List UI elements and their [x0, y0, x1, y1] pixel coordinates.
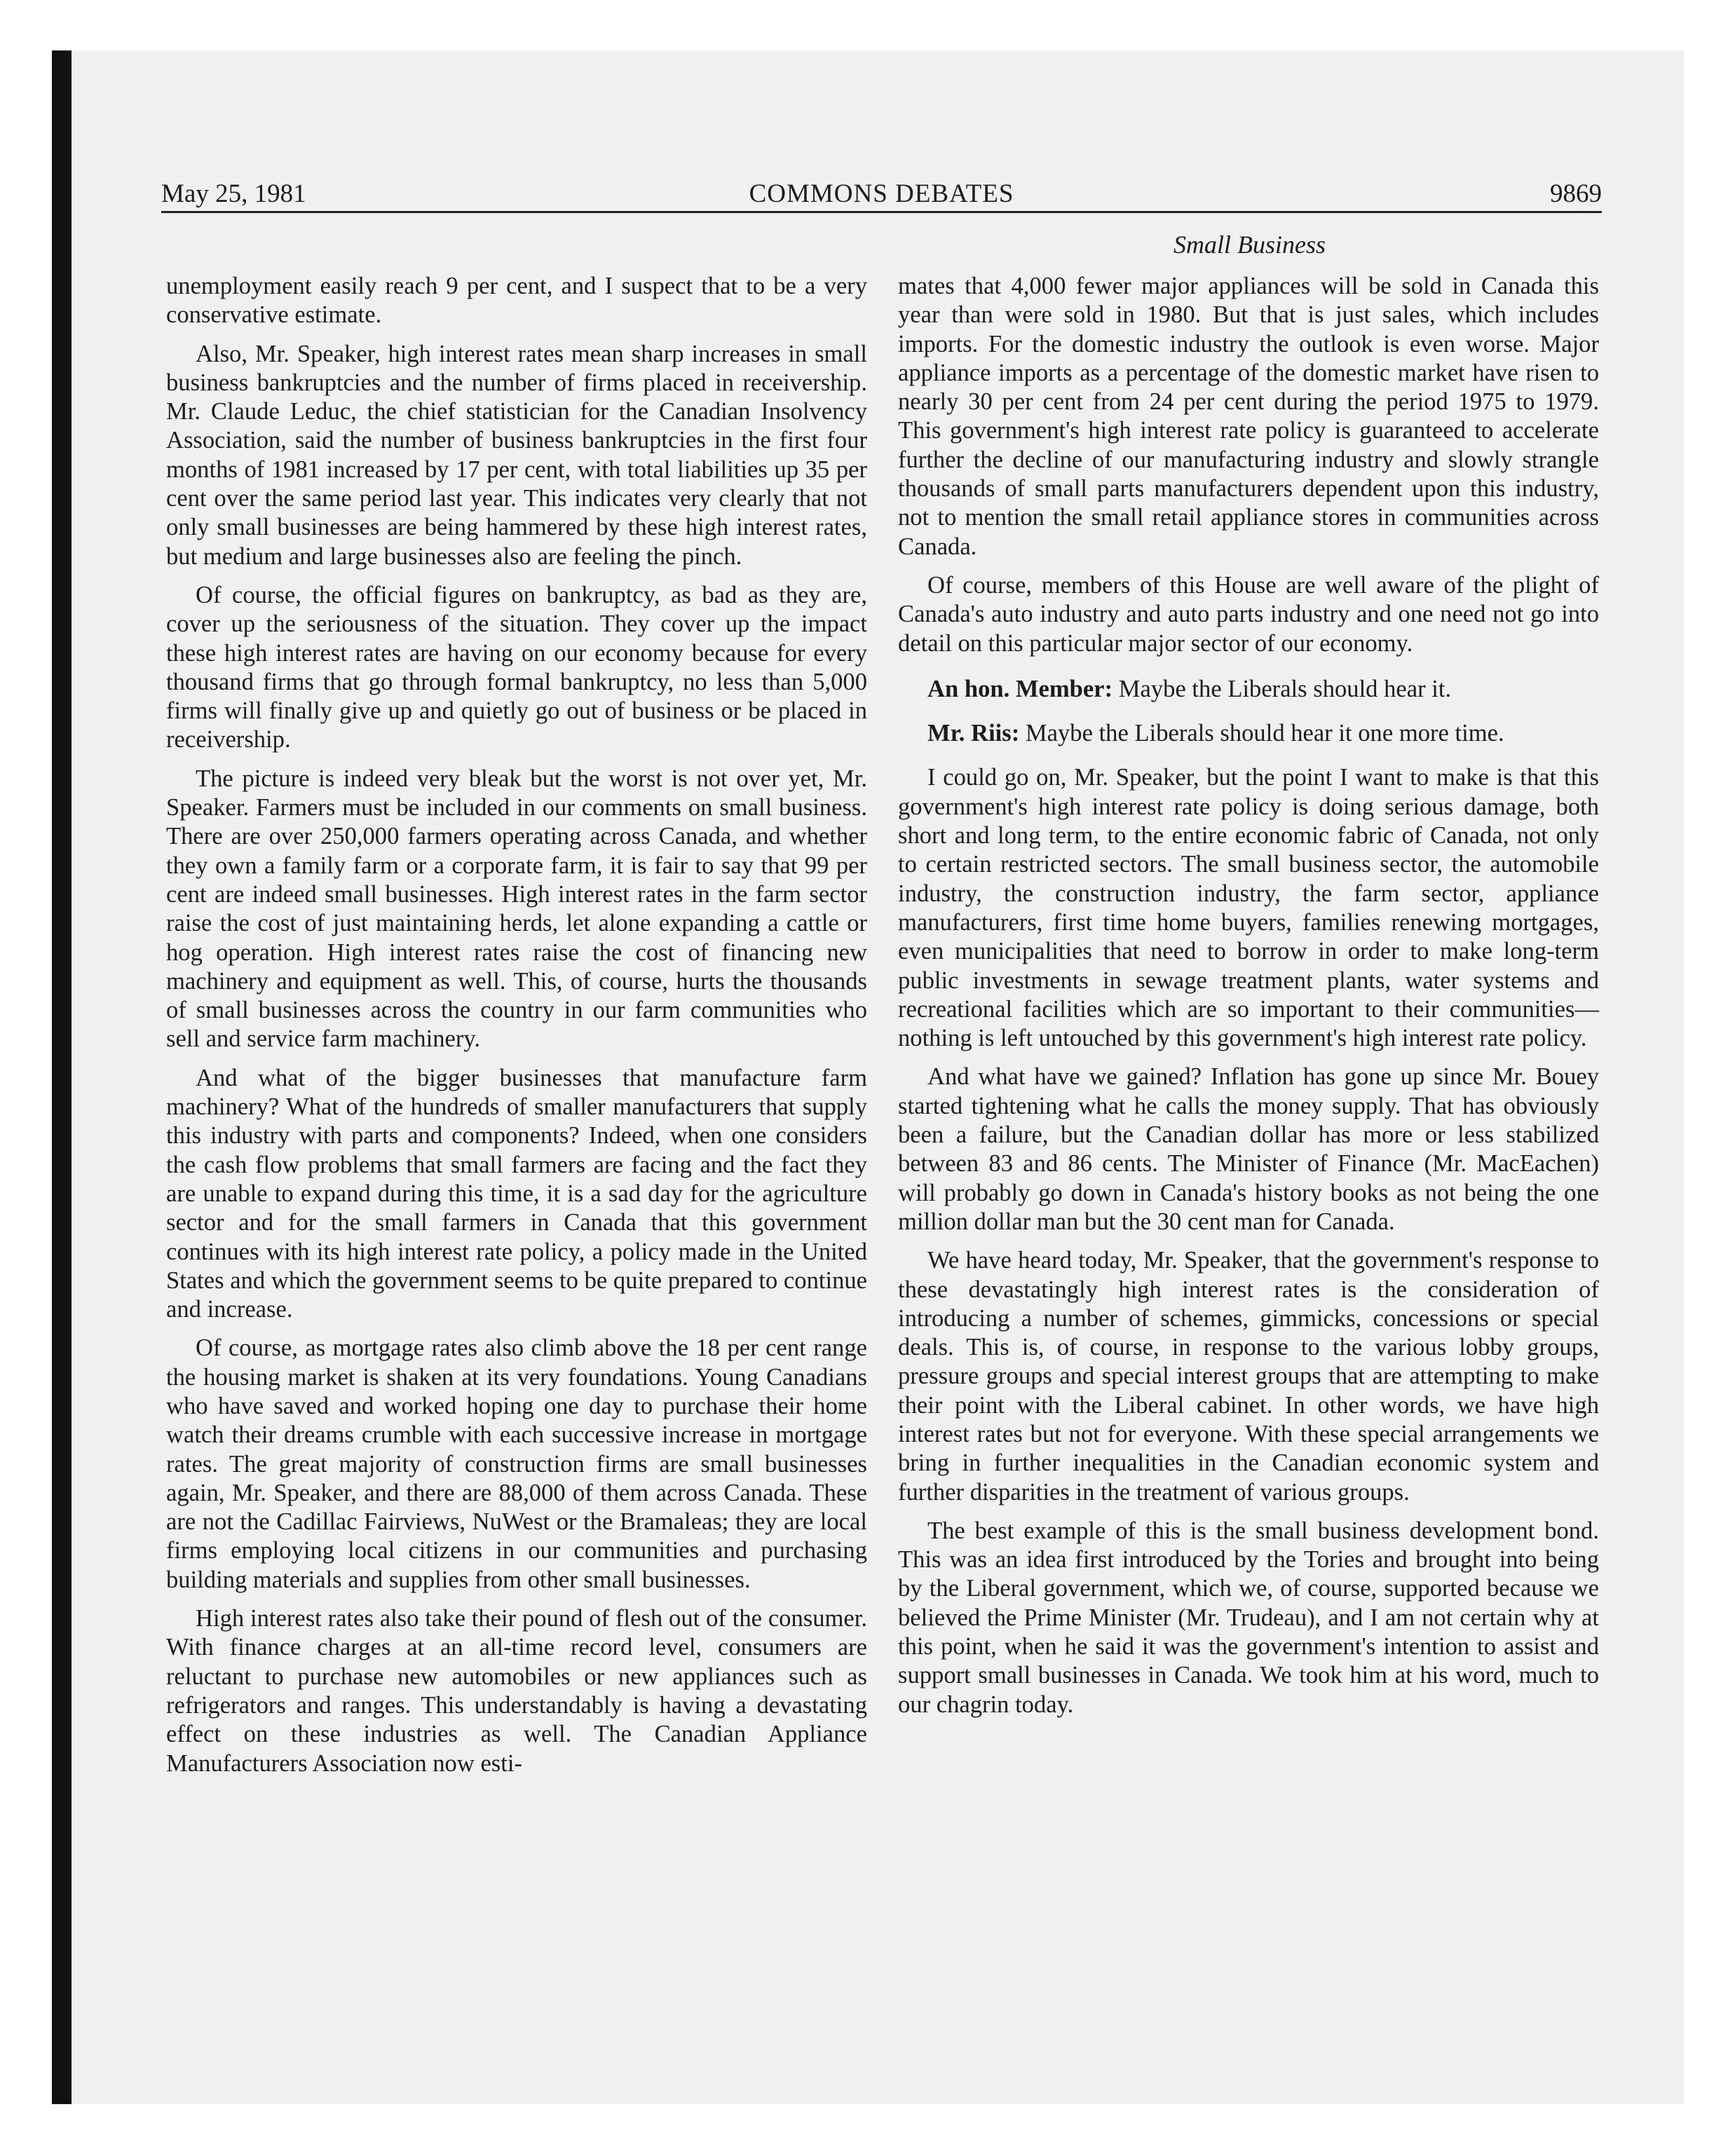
interjection-text: Maybe the Liberals should hear it. [1113, 675, 1452, 702]
interjection [898, 719, 1599, 748]
paragraph: The best example of this is the small business development bond. This was an idea first introduced by the Tories and brought into being by the Liberal government, which we, of course, supported because we believed the Prime Minister (Mr. Trudeau), and I am not certain why at this point, when he said it was the government's intention to assist and support small businesses in Canada. We took him at his word, much to our chagrin today. [898, 1517, 1599, 1718]
paragraph: Of course, the official figures on bankruptcy, as bad as they are, cover up the seriousness of the situation. They cover up the impact these high interest rates are having on our economy because for every thousand firms that go through formal bankruptcy, no less than 5,000 firms will finally give up and quietly go out of business or be placed in receivership. [166, 581, 867, 753]
right-column [898, 272, 1599, 1729]
left-column [166, 272, 867, 1788]
section-title: Small Business [1173, 231, 1326, 259]
speaker-name: An hon. Member: [927, 675, 1113, 702]
paragraph: We have heard today, Mr. Speaker, that the government's response to these devastatingly high interest rates is the consideration of introducing a number of schemes, gimmicks, concessions or special deals. This is, of course, in response to the various lobby groups, pressure groups and special interest groups that are attempting to make their point with the Liberal cabinet. In other words, we have high interest rates but not for everyone. With these special arrangements we bring in further inequalities in the Canadian economic system and further disparities in the treatment of various groups. [898, 1247, 1599, 1506]
paragraph: And what of the bigger businesses that manufacture farm machinery? What of the hundreds of smaller manufacturers that supply this industry with parts and components? Indeed, when one considers the cash flow problems that small farmers are facing and the fact they are unable to expand during this time, it is a sad day for the agriculture sector and for the small farmers in Canada that this government continues with its high interest rate policy, a policy made in the United States and which the government seems to be quite prepared to continue and increase. [166, 1064, 867, 1323]
paragraph: Also, Mr. Speaker, high interest rates mean sharp increases in small business bankruptcies and the number of firms placed in receivership. Mr. Claude Leduc, the chief statistician for the Canadian Insolvency Association, said the number of business bankruptcies in the first four months of 1981 increased by 17 per cent, with total liabilities up 35 per cent over the same period last year. This indicates very clearly that not only small businesses are being hammered by these high interest rates, but medium and large businesses also are feeling the pinch. [166, 340, 867, 570]
paragraph: And what have we gained? Inflation has gone up since Mr. Bouey started tightening what he calls the money supply. That has obviously been a failure, but the Canadian dollar has more or less stabilized between 83 and 86 cents. The Minister of Finance (Mr. MacEachen) will probably go down in Canada's history books as not being the one million dollar man but the 30 cent man for Canada. [898, 1063, 1599, 1235]
header-page-number: 9869 [1550, 179, 1602, 208]
header-date: May 25, 1981 [161, 179, 306, 208]
paragraph: High interest rates also take their pound of flesh out of the consumer. With finance charges at an all-time record level, consumers are reluctant to purchase new automobiles or new appliances such as refrigerators and ranges. This understandably is having a devastating effect on these industries as well. The Canadian Appliance Manufacturers Association now esti- [166, 1605, 867, 1777]
header-rule [161, 211, 1602, 213]
interjection-text: Maybe the Liberals should hear it one more time. [1019, 720, 1504, 747]
running-head [161, 177, 1602, 212]
paragraph: mates that 4,000 fewer major appliances will be sold in Canada this year than were sold in 1980. But that is just sales, which includes imports. For the domestic industry the outlook is even worse. Major appliance imports as a percentage of the domestic market have risen to nearly 30 per cent from 24 per cent during the period 1975 to 1979. This government's high interest rate policy is guaranteed to accelerate further the decline of our manufacturing industry and slowly strangle thousands of small parts manufacturers dependent upon this industry, not to mention the small retail appliance stores in communities across Canada. [898, 273, 1599, 560]
header-title: COMMONS DEBATES [749, 179, 1014, 208]
speaker-name: Mr. Riis: [927, 720, 1020, 747]
paragraph: unemployment easily reach 9 per cent, and I suspect that to be a very conservative estimate. [166, 273, 867, 329]
paragraph: Of course, as mortgage rates also climb above the 18 per cent range the housing market is shaken at its very foundations. Young Canadians who have saved and worked hoping one day to purchase their home watch their dreams crumble with each successive increase in mortgage rates. The great majority of construction firms are small businesses again, Mr. Speaker, and there are 88,000 of them across Canada. These are not the Cadillac Fairviews, NuWest or the Bramaleas; they are local firms employing local citizens in our communities and purchasing building materials and supplies from other small businesses. [166, 1335, 867, 1593]
paragraph: The picture is indeed very bleak but the worst is not over yet, Mr. Speaker. Farmers must be included in our comments on small business. There are over 250,000 farmers operating across Canada, and whether they own a family farm or a corporate farm, it is fair to say that 99 per cent are indeed small businesses. High interest rates in the farm sector raise the cost of just maintaining herds, let alone expanding a cattle or hog operation. High interest rates raise the cost of financing new machinery and equipment as well. This, of course, hurts the thousands of small businesses across the country in our farm communities who sell and service farm machinery. [166, 765, 867, 1053]
paragraph: I could go on, Mr. Speaker, but the point I want to make is that this government's high interest rate policy is doing serious damage, both short and long term, to the entire economic fabric of Canada, not only to certain restricted sectors. The small business sector, the automobile industry, the construction industry, the farm sector, appliance manufacturers, first time home buyers, families renewing mortgages, even municipalities that need to borrow in order to make long-term public investments in sewage treatment plants, water systems and recreational facilities which are so important to their communities—nothing is left untouched by this government's high interest rate policy. [898, 764, 1599, 1052]
interjection [898, 675, 1599, 704]
paragraph: Of course, members of this House are well aware of the plight of Canada's auto industry and auto parts industry and one need not go into detail on this particular major sector of our economy. [898, 571, 1599, 657]
binding-edge [52, 50, 72, 2104]
